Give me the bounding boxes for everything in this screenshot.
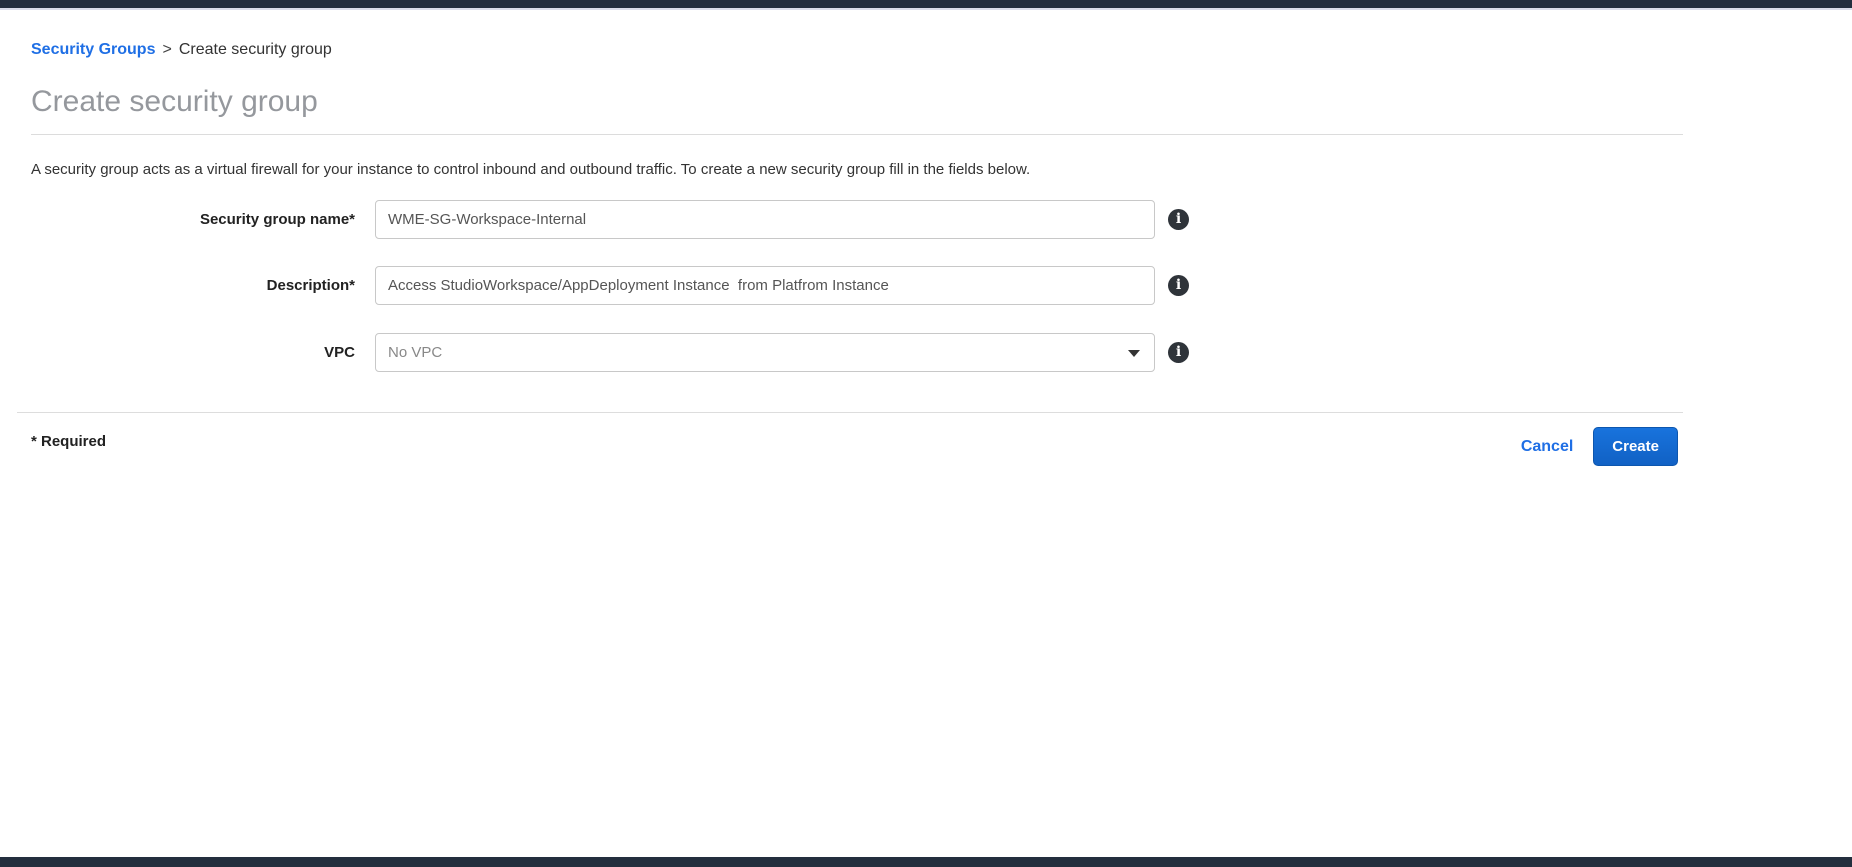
required-note: * Required [31, 433, 107, 450]
breadcrumb-link-security-groups[interactable]: Security Groups [31, 41, 156, 58]
page-title: Create security group [31, 84, 1683, 135]
info-icon-glyph: i [1175, 344, 1182, 360]
cancel-button[interactable]: Cancel [1520, 437, 1574, 455]
breadcrumb-separator: > [162, 41, 172, 58]
footer-divider [17, 412, 1683, 413]
info-icon[interactable] [1168, 342, 1189, 363]
footer-actions [0, 427, 1678, 466]
security-group-name-row [0, 200, 1250, 239]
intro-text: A security group acts as a virtual firewall for your instance to control inbound and outbound traffic. To create a new security group fill in the fields below. [31, 161, 1031, 178]
security-group-name-input[interactable] [375, 200, 1155, 239]
vpc-select-value: No VPC [388, 344, 443, 361]
info-icon[interactable] [1168, 209, 1189, 230]
vpc-row [0, 333, 1250, 372]
vpc-label: VPC [324, 344, 355, 361]
bottom-bar [0, 857, 1852, 867]
description-input[interactable] [375, 266, 1155, 305]
dropdown-caret-icon [1128, 350, 1140, 357]
breadcrumb-current: Create security group [178, 41, 332, 58]
info-icon[interactable] [1168, 275, 1189, 296]
description-row [0, 266, 1250, 305]
breadcrumb [31, 41, 332, 59]
info-icon-glyph: i [1175, 277, 1182, 293]
info-icon-glyph: i [1175, 211, 1182, 227]
description-label: Description* [266, 277, 355, 294]
top-navigation-bar [0, 0, 1852, 10]
create-button[interactable]: Create [1593, 427, 1678, 466]
vpc-select[interactable] [375, 333, 1155, 372]
security-group-name-label: Security group name* [199, 211, 355, 228]
